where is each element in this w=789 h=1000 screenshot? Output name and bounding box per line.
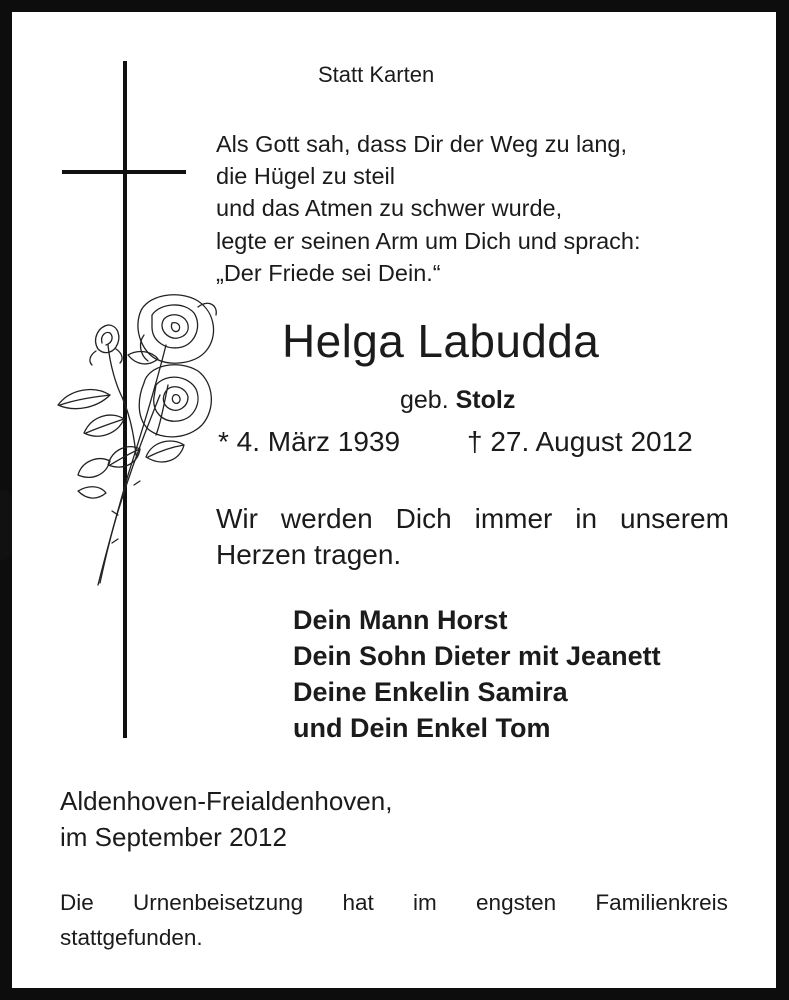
farewell-line-2: Herzen tragen. <box>216 539 402 570</box>
family-member: Dein Mann Horst <box>293 605 508 635</box>
family-signatures <box>293 602 753 746</box>
cross-icon-bar <box>62 170 186 174</box>
poem-line: die Hügel zu steil <box>216 163 395 190</box>
maiden-name: Stolz <box>455 386 516 414</box>
farewell-word: immer <box>474 503 553 534</box>
farewell-line-1 <box>216 501 729 537</box>
poem-line: „Der Friede sei Dein.“ <box>216 259 441 286</box>
death-date: † 27. August 2012 <box>467 426 693 457</box>
place-and-date <box>60 783 560 855</box>
poem-line: Als Gott sah, dass Dir der Weg zu lang, <box>216 131 627 157</box>
farewell-message <box>216 501 729 573</box>
birth-date: * 4. März 1939 <box>218 426 401 457</box>
deceased-name: Helga Labudda <box>282 315 600 367</box>
date-line: im September 2012 <box>60 822 287 852</box>
poem-line: legte er seinen Arm um Dich und sprach: <box>216 227 641 254</box>
note-word: Familienkreis <box>595 890 728 915</box>
note-word: im <box>413 890 437 915</box>
farewell-word: werden <box>280 503 373 534</box>
note-word: Urnenbeisetzung <box>133 890 304 915</box>
burial-note-line-2: stattgefunden. <box>60 925 203 950</box>
kicker-text: Statt Karten <box>318 62 435 87</box>
farewell-word: unserem <box>620 503 729 534</box>
burial-note <box>60 885 728 955</box>
poem-line: und das Atmen zu schwer wurde, <box>216 195 563 222</box>
farewell-word: Dich <box>395 503 452 534</box>
birth-name <box>400 388 515 413</box>
place-line: Aldenhoven-Freialdenhoven, <box>60 786 393 816</box>
poem-verse <box>216 128 756 289</box>
birth-name-prefix: geb. <box>400 386 449 414</box>
note-word: hat <box>342 890 374 915</box>
farewell-word: Wir <box>216 503 258 534</box>
burial-note-line-1 <box>60 885 728 920</box>
note-word: Die <box>60 890 94 915</box>
family-member: und Dein Enkel Tom <box>293 713 551 743</box>
rose-illustration <box>48 285 223 591</box>
family-member: Dein Sohn Dieter mit Jeanett <box>293 641 661 671</box>
family-member: Deine Enkelin Samira <box>293 677 568 707</box>
farewell-word: in <box>575 503 598 534</box>
note-word: engsten <box>476 890 557 915</box>
page-edge-mark <box>0 490 12 560</box>
